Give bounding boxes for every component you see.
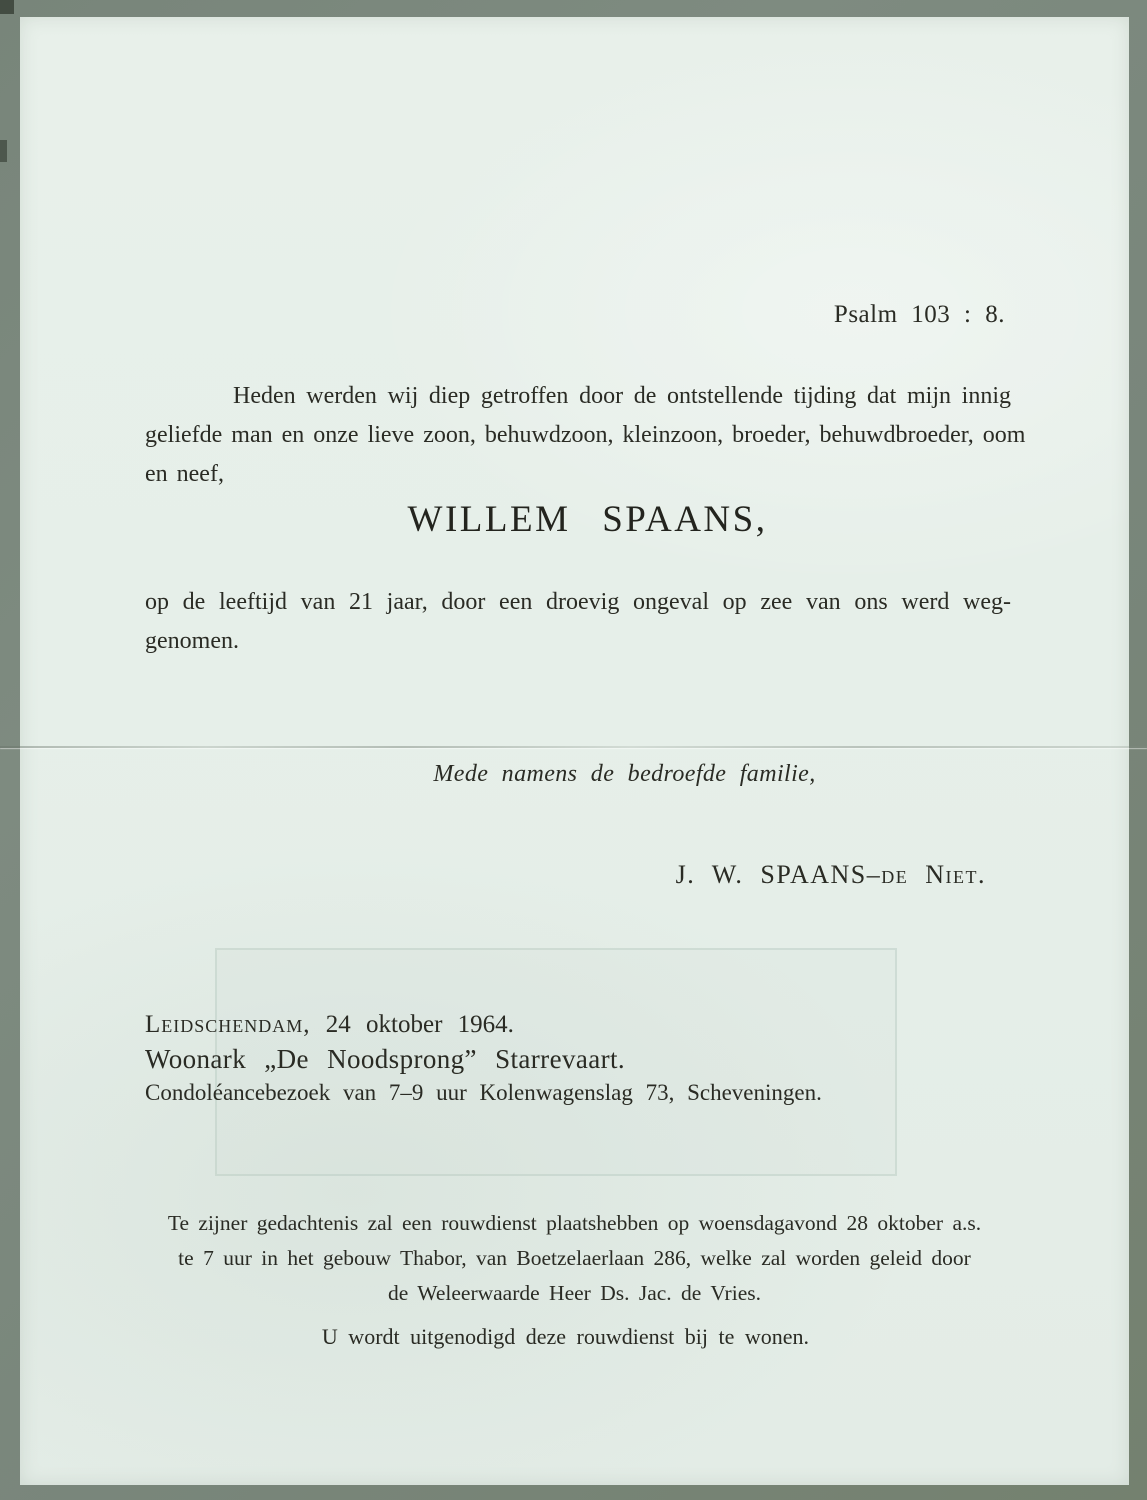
fold-crease	[0, 746, 1147, 748]
opening-line-3: en neef,	[145, 461, 224, 487]
opening-line-1: Heden werden wij diep getroffen door de ontstellende tijding dat mijn innig	[233, 383, 1011, 409]
invitation-line: U wordt uitgenodigd deze rouwdienst bij te wonen.	[321, 1324, 810, 1349]
mat-edge-mark	[0, 140, 7, 162]
deceased-name: WILLEM SPAANS,	[407, 499, 768, 540]
residence-line: Woonark „De Noodsprong” Starrevaart.	[145, 1044, 626, 1074]
service-line-2: te 7 uur in het gebouw Thabor, van Boetzelaerlaan 286, welke zal worden geleid door	[178, 1246, 971, 1270]
announcement-paper	[20, 17, 1129, 1485]
on-behalf-line: Mede namens de bedroefde familie,	[433, 761, 816, 787]
service-line-3: de Weleerwaarde Heer Ds. Jac. de Vries.	[388, 1281, 761, 1305]
circumstances-line-1: op de leeftijd van 21 jaar, door een droevig ongeval op zee van ons werd weg-	[145, 589, 1011, 615]
date-text: 24 oktober 1964.	[325, 1011, 514, 1038]
condolence-line: Condoléancebezoek van 7–9 uur Kolenwagenslag 73, Scheveningen.	[145, 1080, 822, 1105]
mat-corner-notch	[0, 0, 14, 14]
circumstances-paragraph	[145, 583, 1011, 661]
place-name: Leidschendam,	[145, 1011, 311, 1038]
place-date-line	[145, 1008, 822, 1042]
service-paragraph	[20, 1206, 1129, 1311]
circumstances-line-2: genomen.	[145, 628, 239, 654]
opening-paragraph	[145, 377, 1026, 494]
psalm-reference: Psalm 103 : 8.	[833, 301, 1005, 328]
address-block	[145, 1008, 822, 1110]
service-line-1: Te zijner gedachtenis zal een rouwdienst plaatshebben op woensdagavond 28 oktober a.s.	[167, 1211, 982, 1235]
opening-line-2: geliefde man en onze lieve zoon, behuwdzoon, kleinzoon, broeder, behuwdbroeder, oom	[145, 422, 1026, 448]
signatory-name: J. W. SPAANS–de Niet.	[675, 860, 986, 889]
